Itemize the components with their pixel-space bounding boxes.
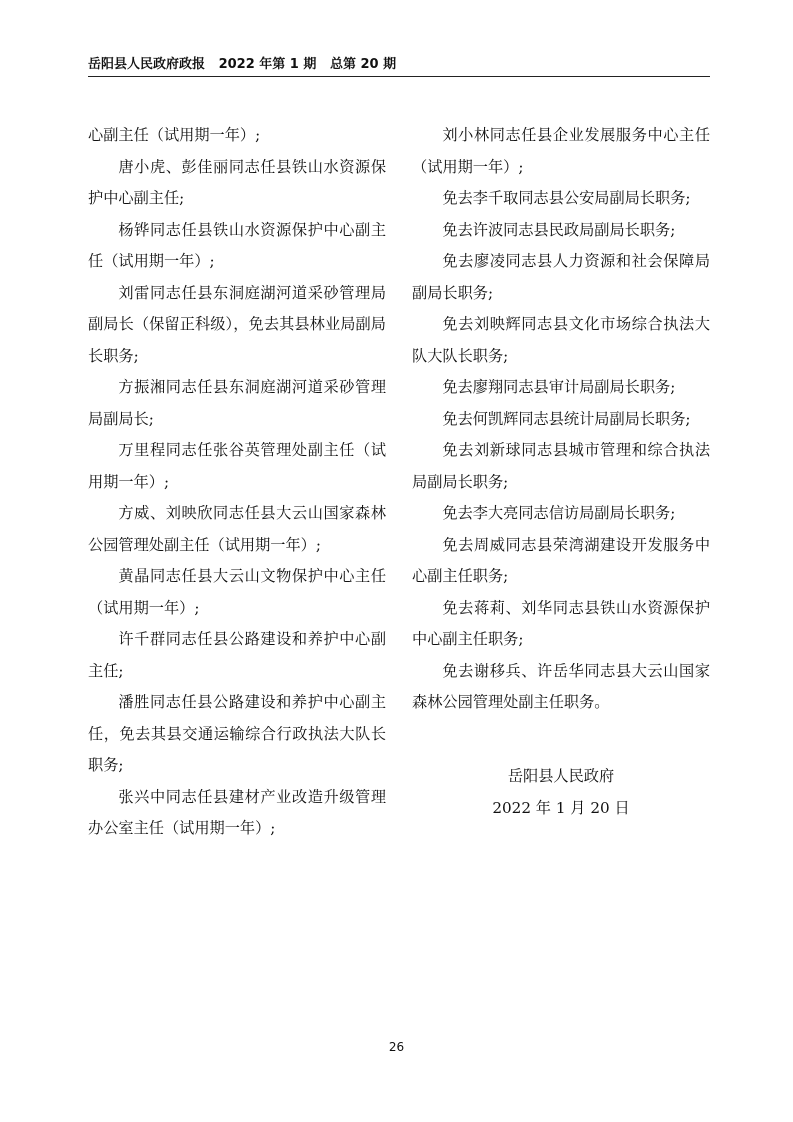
paragraph: 免去刘新球同志县城市管理和综合执法局副局长职务; — [412, 441, 710, 491]
paragraph: 唐小虎、彭佳丽同志任县铁山水资源保护中心副主任; — [88, 157, 386, 207]
paragraph: 免去廖翔同志县审计局副局长职务; — [442, 378, 676, 396]
left-column — [88, 120, 386, 845]
paragraph: 免去刘映辉同志县文化市场综合执法大队大队长职务; — [412, 315, 710, 365]
paragraph: 许千群同志任县公路建设和养护中心副主任; — [88, 630, 386, 680]
paragraph: 张兴中同志任县建材产业改造升级管理办公室主任（试用期一年）; — [88, 787, 386, 837]
paragraph: 方振湘同志任县东洞庭湖河道采砂管理局副局长; — [88, 378, 386, 428]
right-column — [412, 120, 710, 719]
paragraph: 免去何凯辉同志县统计局副局长职务; — [442, 409, 691, 428]
paragraph: 万里程同志任张谷英管理处副主任（试用期一年）; — [88, 441, 386, 491]
paragraph: 黄晶同志任县大云山文物保护中心主任（试用期一年）; — [88, 567, 386, 617]
paragraph: 心副主任（试用期一年）; — [88, 126, 261, 144]
paragraph: 杨铧同志任县铁山水资源保护中心副主任（试用期一年）; — [88, 220, 386, 270]
paragraph: 刘小林同志任县企业发展服务中心主任（试用期一年）; — [412, 126, 710, 176]
paragraph: 免去谢移兵、许岳华同志县大云山国家森林公园管理处副主任职务。 — [412, 661, 710, 711]
paragraph: 潘胜同志任县公路建设和养护中心副主任，免去其县交通运输综合行政执法大队长职务; — [88, 693, 386, 774]
paragraph: 免去李千取同志县公安局副局长职务; — [442, 189, 691, 207]
paragraph: 免去李大亮同志信访局副局长职务; — [442, 504, 676, 522]
paragraph: 免去周威同志县荣湾湖建设开发服务中心副主任职务; — [412, 535, 710, 585]
signature-block — [412, 761, 710, 824]
paragraph: 刘雷同志任县东洞庭湖河道采砂管理局副局长（保留正科级），免去其县林业局副局长职务; — [88, 283, 386, 365]
running-header: 岳阳县人民政府政报 2022 年第 1 期 总第 20 期 — [88, 56, 710, 77]
paragraph: 免去许波同志县民政局副局长职务; — [442, 220, 676, 239]
signature-date: 2022 年 1 月 20 日 — [492, 798, 630, 817]
paragraph: 免去蒋莉、刘华同志县铁山水资源保护中心副主任职务; — [412, 598, 710, 648]
page-number: 26 — [388, 1040, 405, 1054]
paragraph: 方威、刘映欣同志任县大云山国家森林公园管理处副主任（试用期一年）; — [88, 504, 386, 554]
paragraph: 免去廖凌同志县人力资源和社会保障局副局长职务; — [412, 252, 710, 302]
signature-org: 岳阳县人民政府 — [507, 767, 615, 785]
